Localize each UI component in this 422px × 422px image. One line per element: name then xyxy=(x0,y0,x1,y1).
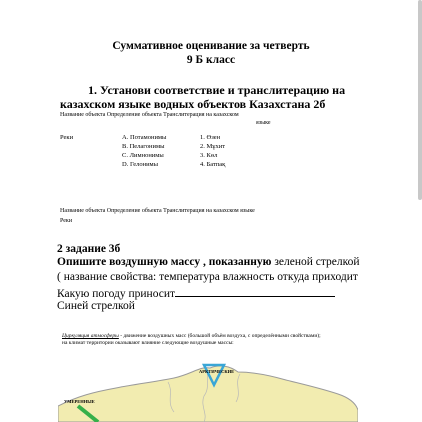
caption-term: Циркуляция атмосферы xyxy=(62,333,119,339)
document-title: Суммативное оценивание за четверть xyxy=(112,40,310,52)
table1-header-wrap: языке xyxy=(256,120,271,126)
task2-weather-prompt: Какую погоду приносит xyxy=(57,288,176,300)
task2-question-line2: ( название свойства: температура влажность откуда приходит xyxy=(57,271,358,283)
definition-item: D. Гелонимы xyxy=(122,161,159,168)
arctic-air-mass-label: АРКТИЧЕСКИЕ xyxy=(199,369,235,374)
task2-heading: 2 задание 3б xyxy=(57,243,121,255)
caption-text: - движение воздушных масс (большой объём воздуха, с определёнными свойствами); на климат территории оказывают влияние следующие воздушные массы: xyxy=(62,333,321,346)
figure-caption xyxy=(62,333,322,346)
task1-heading-line2: казахском языке водных объектов Казахстана 2б xyxy=(60,97,326,111)
task2-question-line3 xyxy=(57,286,335,300)
transliteration-item: 4. Батпақ xyxy=(200,161,226,168)
temperate-air-mass-label: УМЕРЕННЫЕ xyxy=(64,399,95,404)
task2-question-line1 xyxy=(57,256,360,268)
task2-question-line4: Синей стрелкой xyxy=(57,300,135,312)
task1-heading-line1: 1. Установи соответствие и транслитерацию на xyxy=(88,83,346,97)
table2-category: Реки xyxy=(60,218,73,224)
definition-item: С. Лимнонимы xyxy=(122,152,164,159)
transliteration-item: 2. Мұхит xyxy=(200,143,226,150)
transliteration-item: 1. Өзен xyxy=(200,134,221,141)
table1-header: Название объекта Определение объекта Транслитерация на казахском xyxy=(60,112,239,118)
definition-item: А. Потамонимы xyxy=(122,134,167,141)
table2-header: Название объекта Определение объекта Транслитерация на казахском языке xyxy=(60,208,255,214)
task2-question-rest: зеленой стрелкой xyxy=(271,256,360,268)
answer-blank-line xyxy=(175,286,335,297)
vertical-scrollbar[interactable] xyxy=(418,0,422,200)
transliteration-item: 3. Көл xyxy=(200,152,218,159)
table1-category: Реки xyxy=(60,134,74,141)
task2-question-bold: Опишите воздушную массу , показанную xyxy=(57,256,272,268)
class-label: 9 Б класс xyxy=(186,54,236,66)
definition-item: В. Пелагонимы xyxy=(122,143,165,150)
